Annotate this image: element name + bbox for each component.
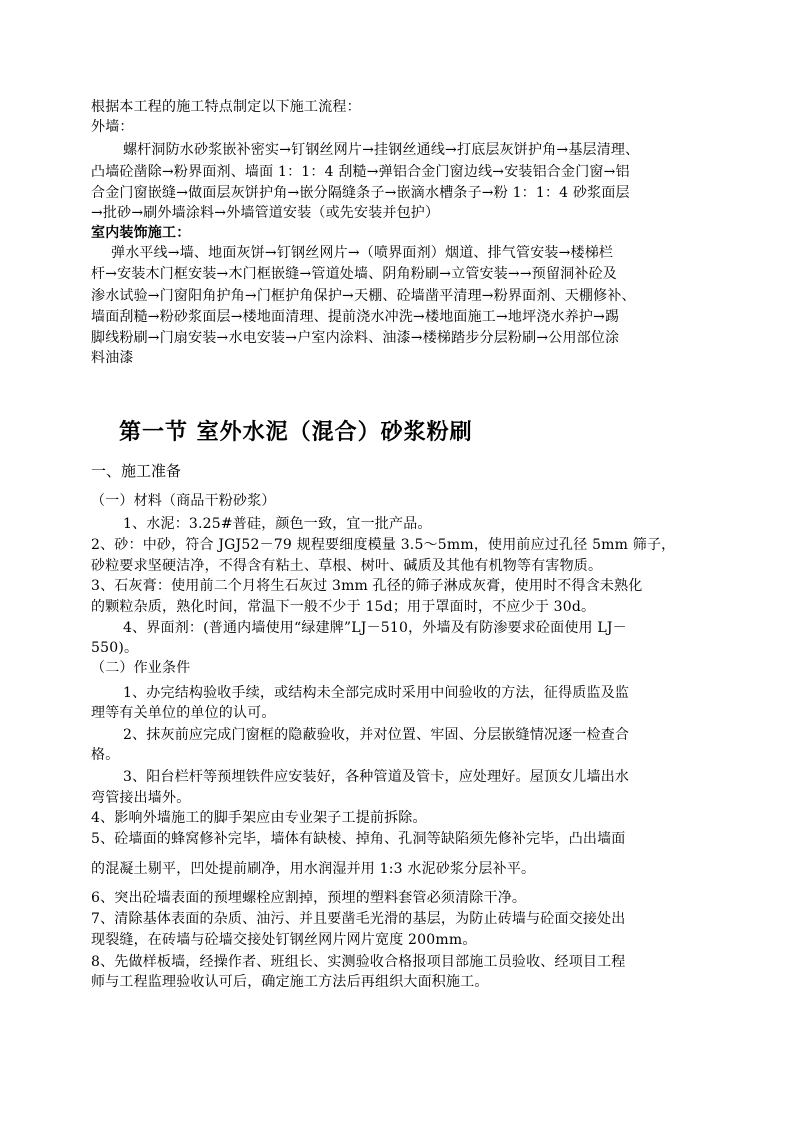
materials-line: 4、界面剂：(普通内墙使用“绿建牌”LJ－510，外墙及有防渗要求砼面使用 LJ－ [123,620,627,636]
conditions-line: 6、突出砼墙表面的预埋螺栓应割掉，预埋的塑料套管必须清除干净。 [91,890,527,906]
exterior-line: 螺杆洞防水砂浆嵌补密实→钉钢丝网片→挂钢丝通线→打底层灰饼护角→基层清理、 [123,142,640,158]
materials-line: 1、水泥：3.25#普硅，颜色一致，宜一批产品。 [123,516,432,532]
interior-line: 杆→安装木门框安装→木门框嵌缝→管道处墙、阴角粉刷→立管安装→→预留洞补砼及 [91,266,617,282]
conditions-line: 2、抹灰前应完成门窗框的隐蔽验收，并对位置、牢固、分层嵌缝情况逐一检查合 [123,727,630,743]
interior-line: 墙面刮糙→粉砂浆面层→楼地面清理、提前浇水冲洗→楼地面施工→地坪浇水养护→踢 [91,309,620,325]
conditions-line: 现裂缝，在砖墙与砼墙交接处钉钢丝网片网片宽度 200mm。 [91,932,477,948]
conditions-line: 格。 [91,747,120,763]
conditions-line: 7、清除基体表面的杂质、油污、并且要凿毛光滑的基层，为防止砖墙与砼面交接处出 [91,911,626,927]
conditions-line: 弯管接出墙外。 [91,790,191,806]
exterior-line: 凸墙砼凿除→粉界面剂、墙面 1：1：4 刮糙→弹铝合金门窗边线→安装铝合金门窗→铝 [91,164,630,180]
exterior-line: 合金门窗嵌缝→做面层灰饼护角→嵌分隔缝条子→嵌滴水槽条子→粉 1：1：4 砂浆面层 [91,185,630,201]
conditions-line: 8、先做样板墙，经操作者、班组长、实测验收合格报项目部施工员验收、经项目工程 [91,954,626,970]
materials-line: 550)。 [91,640,139,656]
intro-line: 根据本工程的施工特点制定以下施工流程： [91,99,361,115]
conditions-line: 4、影响外墙施工的脚手架应由专业架子工提前拆除。 [91,810,427,826]
interior-label: 室内装饰施工： [91,225,191,241]
conditions-line: 1、办完结构验收手续，或结构未全部完成时采用中间验收的方法，征得质监及监 [123,685,630,701]
conditions-line: 3、阳台栏杆等预埋铁件应安装好，各种管道及管卡，应处理好。屋顶女儿墙出水 [123,769,630,785]
conditions-label: （二）作业条件 [91,660,191,676]
materials-line: 的颗粒杂质，熟化时间，常温下一般不少于 15d；用于罩面时，不应少于 30d。 [91,599,596,615]
interior-line: 料油漆 [91,350,134,366]
conditions-line: 师与工程监理验收认可后，确定施工方法后再组织大面积施工。 [91,974,489,990]
exterior-line: →批砂→刷外墙涂料→外墙管道安装（或先安装并包护） [91,205,440,221]
materials-line: 2、砂：中砂，符合 JGJ52－79 规程要细度模量 3.5～5mm，使用前应过孔径 5mm 筛子， [91,537,676,553]
conditions-line: 理等有关单位的单位的认可。 [91,705,276,721]
materials-line: 砂粒要求坚硬洁净，不得含有粘土、草根、树叶、碱质及其他有机物等有害物质。 [91,558,603,574]
interior-line: 渗水试验→门窗阳角护角→门框护角保护→天棚、砼墙凿平清理→粉界面剂、天棚修补、 [91,288,636,304]
section-title: 第一节 室外水泥（混合）砂浆粉刷 [119,419,473,445]
subsection-title: 一、施工准备 [91,462,182,480]
materials-label: （一）材料（商品干粉砂浆） [91,493,276,509]
conditions-line: 5、砼墙面的蜂窝修补完毕，墙体有缺棱、掉角、孔洞等缺陷须先修补完毕，凸出墙面 [91,831,626,847]
interior-line: 弹水平线→墙、地面灰饼→钉钢丝网片→（喷界面剂）烟道、排气管安装→楼梯栏 [111,245,614,261]
materials-line: 3、石灰膏：使用前二个月将生石灰过 3mm 孔径的筛子淋成灰膏，使用时不得含未熟化 [91,578,643,594]
interior-line: 脚线粉刷→门扇安装→水电安装→户室内涂料、油漆→楼梯踏步分层粉刷→公用部位涂 [91,330,620,346]
exterior-label: 外墙： [91,119,134,135]
conditions-line: 的混凝土剔平，凹处提前刷净，用水润湿并用 1:3 水泥砂浆分层补平。 [91,861,536,877]
